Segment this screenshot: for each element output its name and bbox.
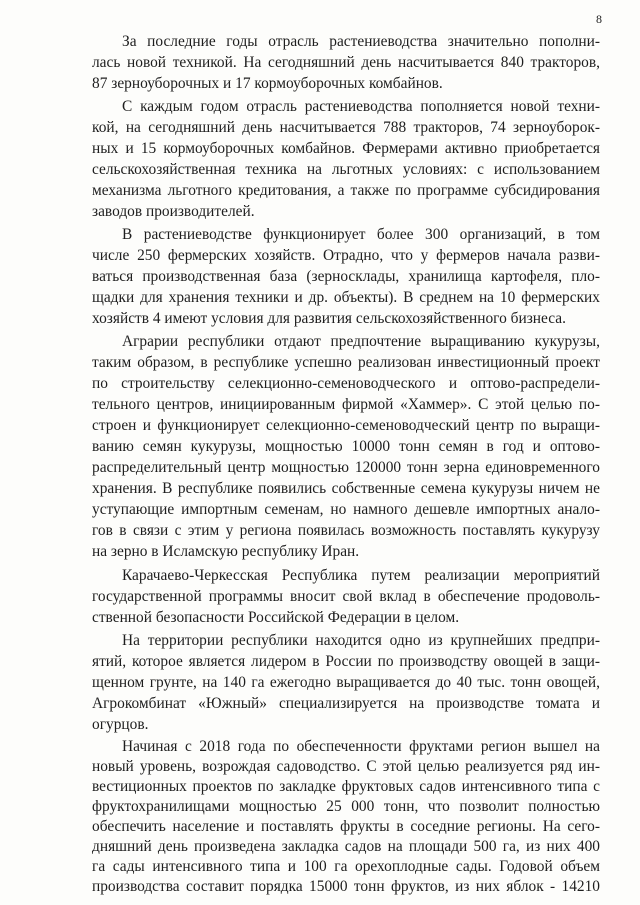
text-line: ственной безопасности Российской Федерации в целом. [92, 609, 460, 626]
text-line: дняшний день произведена закладка садов на площади 500 га, из них 400 [92, 838, 600, 855]
text-line: распределительный центр мощностью 120000 тонн зерна единовременного [92, 459, 600, 476]
text-line: уступающие импортным семенам, но намного дешевле импортных анало- [92, 501, 600, 518]
text-line: строен и функционирует селекционно-семеноводческий центр по выращи- [92, 417, 600, 434]
text-line: сельскохозяйственная техника на льготных условиях: с использованием [92, 161, 600, 178]
text-line: Агрокомбинат «Южный» специализируется на производстве томата и [92, 695, 600, 712]
text-line: числе 250 фермерских хозяйств. Отрадно, что у фермеров начала разви- [92, 247, 600, 264]
text-line: ятий, которое является лидером в России по производству овощей в защи- [92, 653, 600, 670]
text-line: С каждым годом отрасль растениеводства пополняется новой техни- [122, 98, 600, 115]
text-line: производства составит порядка 15000 тонн фруктов, из них яблок - 14210 [92, 878, 600, 895]
text-line: государственной программы вносит свой вклад в обеспечение продоволь- [92, 588, 600, 605]
text-line: вестиционных проектов по закладке фруктовых садов интенсивного типа с [92, 778, 600, 795]
text-line: по строительству селекционно-семеноводческого и оптово-распредели- [92, 375, 600, 392]
text-line: ванию семян кукурузы, мощностью 10000 тонн семян в год и оптово- [92, 438, 600, 455]
text-line: лась новой техникой. На сегодняшний день насчитывается 840 тракторов, [92, 54, 600, 71]
text-line: заводов производителей. [92, 203, 255, 220]
text-line: ваться производственная база (зерносклады, хранилища картофеля, пло- [92, 268, 600, 285]
text-line: механизма льготного кредитования, а также по программе субсидирования [92, 182, 600, 199]
text-line: таким образом, в республике успешно реализован инвестиционный проект [92, 354, 600, 371]
page-number: 8 [596, 12, 602, 26]
text-line: фруктохранилищами мощностью 25 000 тонн, что позволит полностью [92, 798, 600, 815]
text-line: тельного центров, инициированным фирмой «Хаммер». С этой целью по- [92, 396, 600, 413]
text-line: Начиная с 2018 года по обеспеченности фруктами регион вышел на [122, 738, 600, 755]
text-line: На территории республики находится одно из крупнейших предпри- [122, 632, 600, 649]
text-line: хранения. В республике появились собственные семена кукурузы ничем не [92, 480, 600, 497]
text-line: обеспечить население и поставлять фрукты в соседние регионы. На сего- [92, 818, 600, 835]
text-line: гов в связи с этим у региона появилась возможность поставлять кукурузу [92, 522, 600, 539]
text-line: щенном грунте, на 140 га ежегодно выращивается до 40 тыс. тонн овощей, [92, 674, 600, 691]
text-line: Карачаево-Черкесская Республика путем реализации мероприятий [122, 567, 600, 584]
text-line: За последние годы отрасль растениеводства значительно пополни- [122, 33, 600, 50]
text-line: на зерно в Исламскую республику Иран. [92, 543, 360, 560]
text-line: щадки для хранения техники и др. объекты). В среднем на 10 фермерских [92, 289, 600, 306]
text-line: новый уровень, возрождая садоводство. С этой целью реализуется ряд ин- [92, 758, 600, 775]
text-line: га сады интенсивного типа и 100 га орехоплодные сады. Годовой объем [92, 858, 600, 875]
text-line: кой, на сегодняшний день насчитывается 788 тракторов, 74 зерноуборок- [92, 119, 600, 136]
text-line: хозяйств 4 имеют условия для развития сельскохозяйственного бизнеса. [92, 310, 566, 327]
text-line: 87 зерноуборочных и 17 кормоуборочных комбайнов. [92, 75, 443, 92]
text-line: ных и 15 кормоуборочных комбайнов. Фермерами активно приобретается [92, 140, 600, 157]
text-line: огурцов. [92, 716, 149, 733]
text-line: Аграрии республики отдают предпочтение выращиванию кукурузы, [122, 333, 600, 350]
text-line: В растениеводстве функционирует более 300 организаций, в том [122, 226, 600, 243]
